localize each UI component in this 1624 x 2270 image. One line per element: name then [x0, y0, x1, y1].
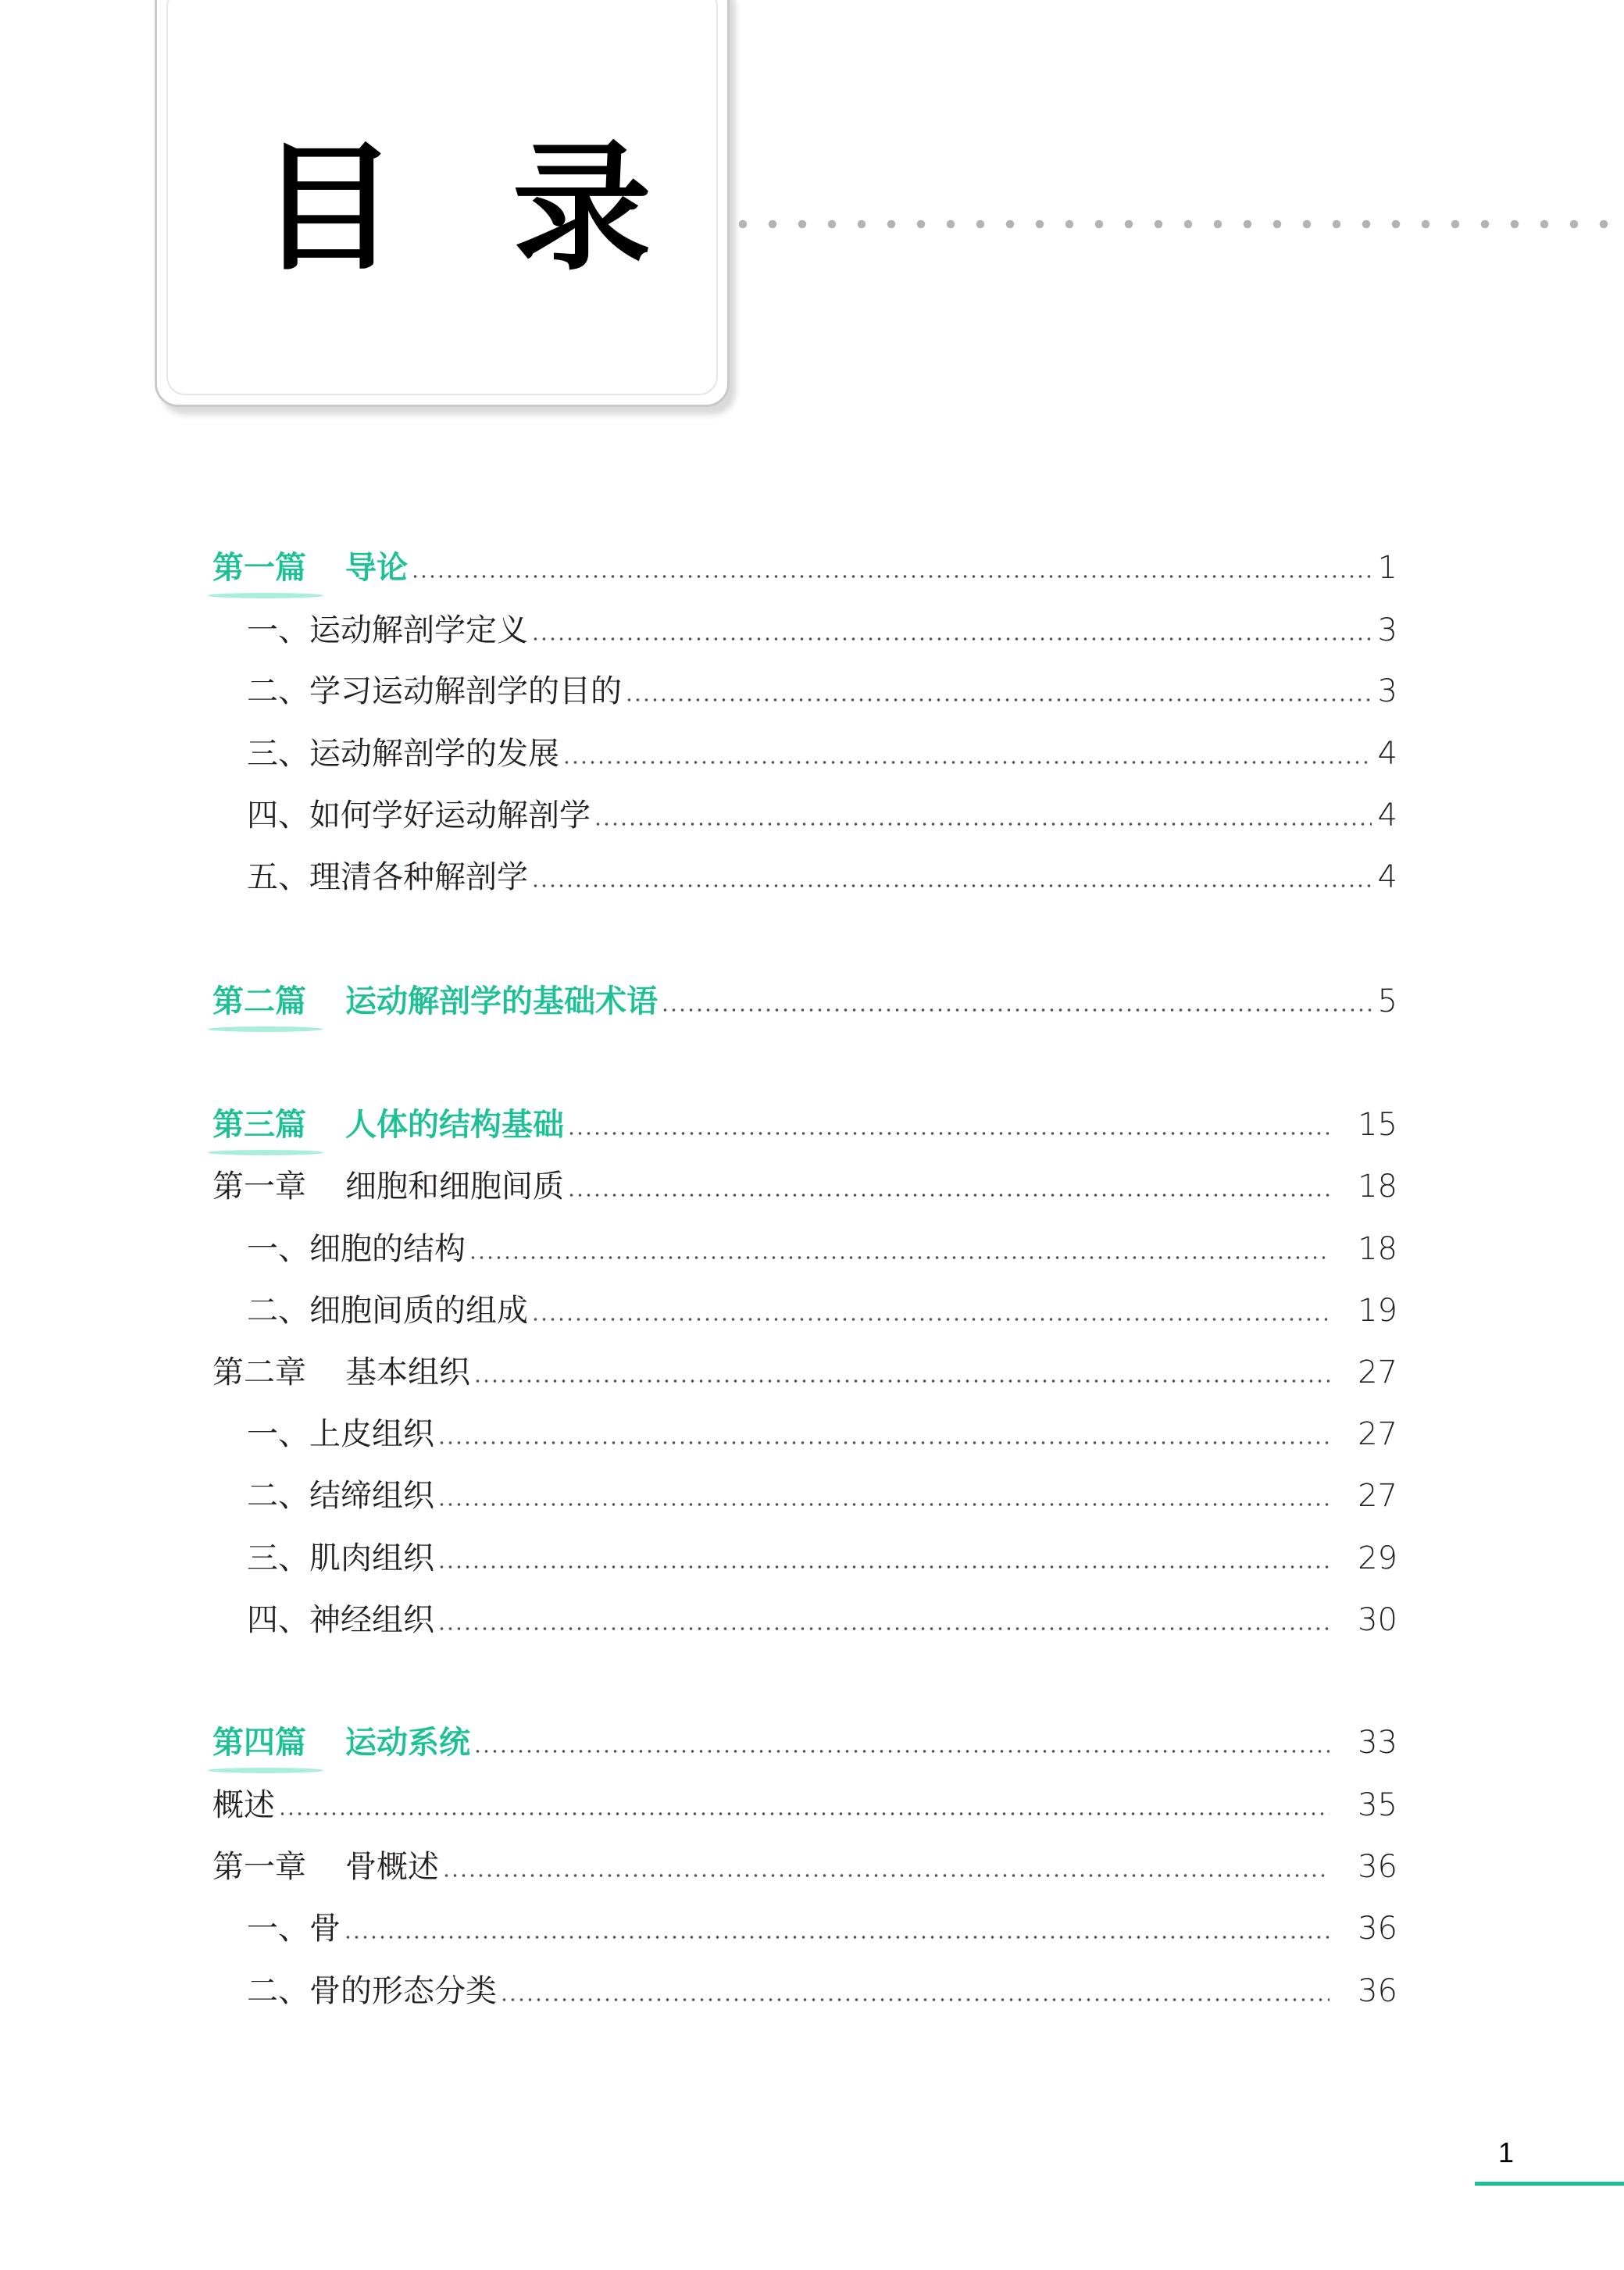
toc-chapter-label: 第一章 [212, 1169, 306, 1205]
toc-entry-part[interactable] [212, 547, 1397, 589]
dot-leader [278, 1812, 1330, 1815]
toc-part-heading [212, 1722, 470, 1764]
toc-part-title: 人体的结构基础 [345, 1107, 564, 1143]
dot-leader [531, 884, 1372, 887]
toc-chapter-title: 基本组织 [345, 1355, 470, 1390]
toc-section-title: 四、如何学好运动解剖学 [247, 798, 591, 833]
toc-part-label: 第二篇 [212, 983, 306, 1019]
dot-leader [344, 1936, 1330, 1939]
dot-leader [531, 637, 1372, 641]
toc-page-number: 27 [1358, 1478, 1397, 1514]
toc-section-title: 一、上皮组织 [247, 1416, 434, 1452]
toc-chapter-label: 第二章 [212, 1355, 306, 1390]
dot-leader [437, 1565, 1330, 1569]
toc-entry-sub[interactable] [212, 1475, 1397, 1517]
dot-leader [661, 1008, 1372, 1012]
dot-leader [442, 1874, 1330, 1877]
toc-entry-part[interactable] [212, 1722, 1397, 1764]
toc-part-title: 运动系统 [345, 1725, 470, 1761]
toc-section-title: 二、骨的形态分类 [247, 1973, 497, 2009]
dot-leader [473, 1379, 1330, 1383]
toc-page-number: 18 [1358, 1231, 1397, 1267]
toc-entry-sub[interactable] [212, 1908, 1397, 1950]
toc-entry-sub[interactable] [212, 1970, 1397, 2012]
toc-entry-sub[interactable] [212, 1599, 1397, 1641]
toc-entry-sub[interactable] [212, 1413, 1397, 1455]
toc-page-number: 4 [1377, 859, 1397, 895]
toc-section-title: 二、细胞间质的组成 [247, 1293, 528, 1329]
dot-leader [500, 1998, 1330, 2001]
dot-leader [437, 1627, 1330, 1630]
toc-section-title: 三、运动解剖学的发展 [247, 736, 559, 772]
toc-entry-sub[interactable] [212, 1290, 1397, 1332]
toc-chapter-label: 第一章 [212, 1849, 306, 1885]
toc-page-number: 27 [1358, 1416, 1397, 1452]
dot-leader [531, 1318, 1330, 1321]
toc-chapter-title: 细胞和细胞间质 [345, 1169, 564, 1205]
toc-page-number: 4 [1377, 798, 1397, 833]
toc-entry-sub[interactable] [212, 733, 1397, 775]
dot-leader [411, 575, 1372, 578]
toc-section-title: 一、细胞的结构 [247, 1231, 466, 1267]
toc-section-title: 五、理清各种解剖学 [247, 859, 528, 895]
toc-part-label: 第三篇 [212, 1107, 306, 1143]
title-char-2: 录 [512, 127, 651, 289]
toc-entry-sub[interactable] [212, 794, 1397, 837]
page-number-underline [1475, 2182, 1624, 2186]
dot-leader [437, 1441, 1330, 1444]
toc-part-heading [212, 980, 658, 1023]
toc-entry-sub[interactable] [212, 856, 1397, 898]
toc-page-number: 3 [1377, 612, 1397, 648]
page-number: 1 [1498, 2136, 1515, 2168]
dot-leader [567, 1194, 1330, 1197]
toc-section-title: 二、学习运动解剖学的目的 [247, 673, 622, 709]
dot-leader [567, 1132, 1330, 1135]
toc-entry-chapter[interactable] [212, 1351, 1397, 1394]
toc-section-title: 四、神经组织 [247, 1602, 434, 1638]
toc-part-title: 导论 [345, 550, 408, 586]
dot-leader [437, 1503, 1330, 1506]
dot-leader [469, 1256, 1330, 1259]
toc-entry-part[interactable] [212, 1104, 1397, 1146]
toc-entry-chapter[interactable] [212, 1165, 1397, 1208]
toc-page-number: 33 [1358, 1725, 1397, 1761]
toc-page-number: 3 [1377, 673, 1397, 709]
toc-page-number: 36 [1358, 1911, 1397, 1947]
toc-entry-sub[interactable] [212, 1228, 1397, 1270]
toc-entry-sub[interactable] [212, 1537, 1397, 1579]
part-label-underline [208, 593, 323, 598]
toc-section-title: 一、骨 [247, 1911, 341, 1947]
toc-section-title: 二、结缔组织 [247, 1478, 434, 1514]
dot-leader [473, 1750, 1330, 1753]
toc-section-title: 三、肌肉组织 [247, 1540, 434, 1576]
toc-chapter-heading [212, 1846, 439, 1888]
toc-page-number: 5 [1377, 983, 1397, 1019]
toc-entry-chapter[interactable] [212, 1846, 1397, 1888]
toc-part-title: 运动解剖学的基础术语 [345, 983, 658, 1019]
toc-page-number: 36 [1358, 1973, 1397, 2009]
toc-chapter-title: 骨概述 [345, 1849, 439, 1885]
toc-page-number: 30 [1358, 1602, 1397, 1638]
title-card [155, 0, 730, 407]
title-dotted-rule [728, 219, 1624, 230]
part-label-underline [208, 1026, 323, 1032]
toc-part-heading [212, 547, 408, 589]
toc-page-number: 18 [1358, 1169, 1397, 1205]
toc-chapter-heading [212, 1165, 564, 1208]
toc-page-number: 15 [1358, 1107, 1397, 1143]
title-char-1: 目 [259, 127, 398, 289]
toc-chapter-heading [212, 1784, 275, 1826]
toc-part-label: 第一篇 [212, 550, 306, 586]
toc-page-number: 27 [1358, 1355, 1397, 1390]
toc-page-number: 36 [1358, 1849, 1397, 1885]
dot-leader [594, 823, 1372, 826]
toc-entry-sub[interactable] [212, 670, 1397, 712]
toc-entry-chapter[interactable] [212, 1784, 1397, 1826]
part-label-underline [208, 1150, 323, 1155]
part-label-underline [208, 1768, 323, 1773]
toc-entry-sub[interactable] [212, 609, 1397, 651]
toc-page-number: 1 [1377, 550, 1397, 586]
toc-page-number: 19 [1358, 1293, 1397, 1329]
toc-chapter-heading [212, 1351, 470, 1394]
dot-leader [562, 761, 1372, 764]
toc-page-number: 29 [1358, 1540, 1397, 1576]
toc-part-heading [212, 1104, 564, 1146]
toc-page-number: 35 [1358, 1787, 1397, 1823]
toc-part-label: 第四篇 [212, 1725, 306, 1761]
toc-chapter-label: 概述 [212, 1787, 275, 1823]
toc-entry-part[interactable] [212, 980, 1397, 1023]
toc-page-number: 4 [1377, 736, 1397, 772]
dot-leader [625, 698, 1372, 701]
toc-section-title: 一、运动解剖学定义 [247, 612, 528, 648]
